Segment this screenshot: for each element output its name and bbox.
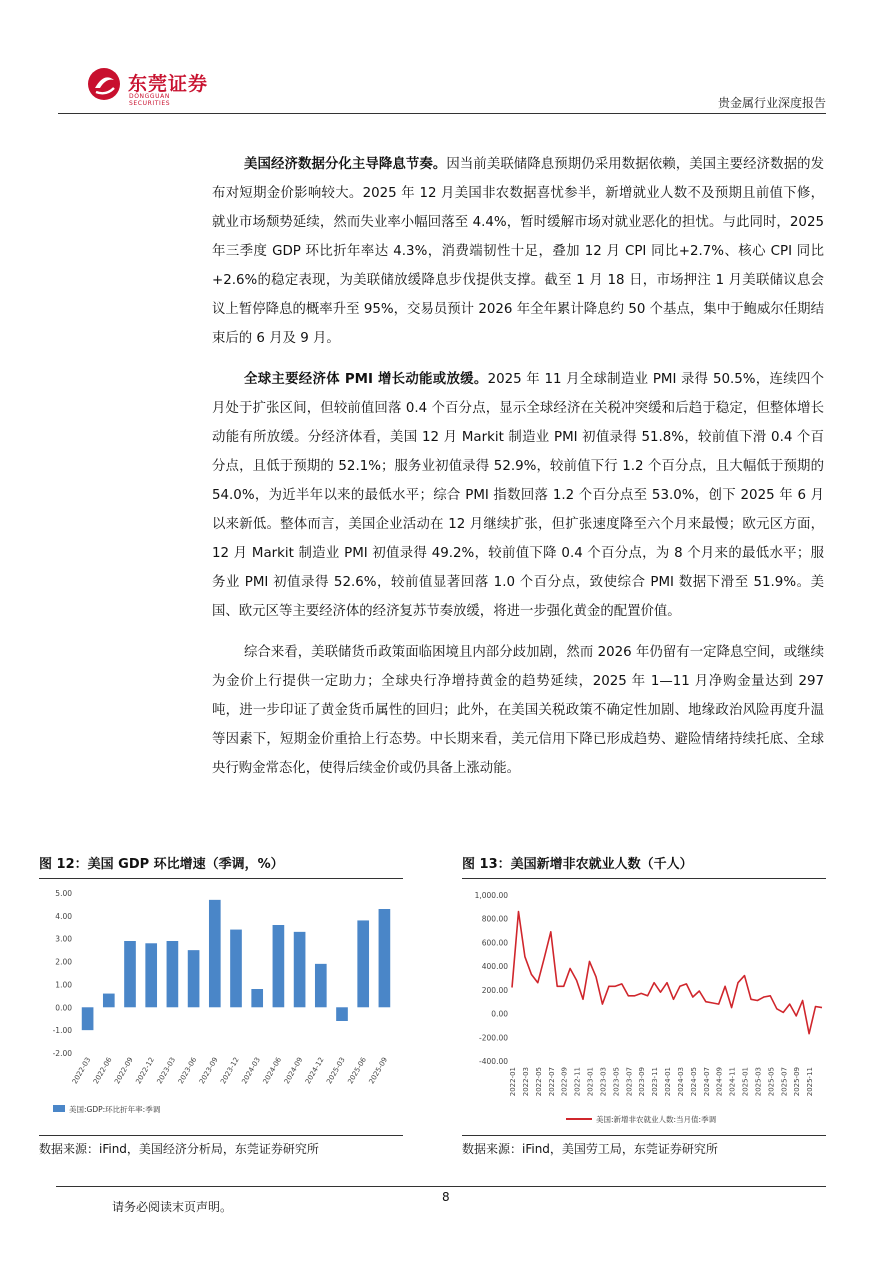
figure-13-source: 数据来源：iFind，美国劳工局，东莞证券研究所 xyxy=(462,1142,718,1156)
logo-emblem-icon xyxy=(86,66,122,102)
y-tick-label: -400.00 xyxy=(479,1057,508,1066)
paragraph-2 xyxy=(212,365,824,626)
figure-13-source-rule xyxy=(462,1135,826,1136)
paragraph-1-lead: 美国经济数据分化主导降息节奏。 xyxy=(244,157,447,172)
bar xyxy=(209,900,221,1007)
x-tick-label: 2022-12 xyxy=(134,1056,156,1086)
x-tick-label: 2025-11 xyxy=(806,1067,815,1097)
figure-12 xyxy=(39,854,403,1157)
x-tick-label: 2022-09 xyxy=(113,1056,135,1086)
y-tick-label: 1,000.00 xyxy=(474,891,508,900)
x-tick-label: 2025-03 xyxy=(325,1056,347,1086)
y-tick-label: -2.00 xyxy=(52,1049,72,1058)
figure-12-title: 图 12：美国 GDP 环比增速（季调，%） xyxy=(39,857,284,872)
x-tick-label: 2025-05 xyxy=(767,1067,776,1097)
y-tick-label: 0.00 xyxy=(491,1009,508,1019)
body-text xyxy=(212,150,824,795)
x-tick-label: 2024-09 xyxy=(282,1056,305,1086)
y-tick-label: 4.00 xyxy=(55,911,72,921)
y-tick-label: 1.00 xyxy=(55,980,72,990)
x-tick-label: 2024-11 xyxy=(728,1067,737,1097)
y-tick-label: 0.00 xyxy=(55,1003,72,1013)
x-tick-label: 2022-01 xyxy=(509,1067,517,1097)
x-tick-label: 2022-11 xyxy=(573,1067,582,1097)
bar xyxy=(124,941,136,1007)
payrolls-line-chart xyxy=(462,883,826,1135)
x-tick-label: 2025-01 xyxy=(741,1067,750,1097)
y-tick-label: 200.00 xyxy=(481,985,508,995)
company-logo xyxy=(86,66,208,106)
y-tick-label: -200.00 xyxy=(479,1033,508,1043)
figure-12-title-rule xyxy=(39,878,403,879)
figure-12-source: 数据来源：iFind，美国经济分析局，东莞证券研究所 xyxy=(39,1142,319,1156)
legend-label: 美国:新增非农就业人数:当月值:季调 xyxy=(596,1115,717,1124)
footer-divider xyxy=(56,1186,826,1187)
x-tick-label: 2025-09 xyxy=(367,1056,390,1086)
x-tick-label: 2024-03 xyxy=(676,1067,685,1097)
y-tick-label: 800.00 xyxy=(481,914,508,924)
x-tick-label: 2023-03 xyxy=(599,1067,608,1097)
y-tick-label: -1.00 xyxy=(52,1026,72,1036)
legend-swatch xyxy=(53,1105,65,1112)
y-tick-label: 600.00 xyxy=(481,938,508,948)
bar xyxy=(167,941,179,1007)
x-tick-label: 2024-12 xyxy=(303,1056,326,1086)
bar xyxy=(82,1007,94,1030)
logo-text-en: DONGGUAN SECURITIES xyxy=(129,93,171,107)
paragraph-1-text: 因当前美联储降息预期仍采用数据依赖，美国主要经济数据的发布对短期金价影响较大。2025 年 12 月美国非农数据喜忧参半，新增就业人数不及预期且前值下修，就业市场颓势延续，然而失业率小幅回落至 4.4%，暂时缓解市场对就业恶化的担忧。与此同时，2025 年三季度 GDP 环比折年率达 4.3%，消费端韧性十足，叠加 12 月 CPI 同比+2.7%、核心 CPI 同比+2.6%的稳定表现，为美联储放缓降息步伐提供支撑。截至 1 月 18 日，市场押注 1 月美联储议息会议上暂停降息的概率升至 95%，交易员预计 2026 年全年累计降息约 50 个基点，集中于鲍威尔任期结束后的 6 月及 9 月。 xyxy=(212,157,824,346)
x-tick-label: 2024-01 xyxy=(664,1067,672,1097)
header-divider xyxy=(58,113,826,114)
bar xyxy=(357,920,369,1007)
figure-12-source-rule xyxy=(39,1135,403,1136)
figure-13-title: 图 13：美国新增非农就业人数（千人） xyxy=(462,857,693,872)
bar xyxy=(103,994,115,1008)
x-tick-label: 2024-03 xyxy=(240,1056,262,1086)
x-tick-label: 2023-12 xyxy=(219,1056,241,1086)
x-tick-label: 2023-05 xyxy=(612,1067,621,1097)
payrolls-series-line xyxy=(512,912,822,1034)
bar xyxy=(251,989,263,1007)
paragraph-1 xyxy=(212,150,824,353)
x-tick-label: 2022-03 xyxy=(70,1056,93,1086)
x-tick-label: 2022-09 xyxy=(560,1067,569,1097)
bar xyxy=(315,964,327,1007)
bar xyxy=(273,925,285,1007)
x-tick-label: 2022-06 xyxy=(91,1056,114,1086)
bar xyxy=(188,950,200,1007)
x-tick-label: 2023-03 xyxy=(155,1056,178,1086)
x-tick-label: 2024-06 xyxy=(261,1056,284,1086)
x-tick-label: 2025-06 xyxy=(346,1056,368,1086)
x-tick-label: 2025-07 xyxy=(780,1067,789,1097)
x-tick-label: 2022-03 xyxy=(521,1067,530,1097)
legend-label: 美国:GDP:环比折年率:季调 xyxy=(69,1105,161,1114)
x-tick-label: 2025-09 xyxy=(793,1067,802,1097)
logo-text-cn: 东莞证券 xyxy=(128,73,209,95)
x-tick-label: 2023-09 xyxy=(197,1056,220,1086)
x-tick-label: 2022-05 xyxy=(534,1067,543,1097)
paragraph-2-lead: 全球主要经济体 PMI 增长动能或放缓。 xyxy=(244,372,488,387)
x-tick-label: 2024-05 xyxy=(689,1067,698,1097)
bar xyxy=(294,932,306,1007)
x-tick-label: 2024-09 xyxy=(715,1067,724,1097)
bar xyxy=(379,909,391,1007)
x-tick-label: 2022-07 xyxy=(547,1067,556,1097)
bar xyxy=(145,943,157,1007)
x-tick-label: 2023-09 xyxy=(638,1067,647,1097)
page-number: 8 xyxy=(442,1190,450,1204)
y-tick-label: 2.00 xyxy=(55,957,72,967)
bar xyxy=(336,1007,348,1021)
report-type: 贵金属行业深度报告 xyxy=(717,96,826,110)
x-tick-label: 2023-07 xyxy=(625,1067,634,1097)
paragraph-3 xyxy=(212,638,824,783)
bar xyxy=(230,930,242,1008)
x-tick-label: 2023-06 xyxy=(176,1056,199,1086)
paragraph-2-text: 2025 年 11 月全球制造业 PMI 录得 50.5%，连续四个月处于扩张区间，但较前值回落 0.4 个百分点，显示全球经济在关税冲突缓和后趋于稳定，但整体增长动能有所放缓。分经济体看，美国 12 月 Markit 制造业 PMI 初值录得 51.8%，较前值下滑 0.4 个百分点，且低于预期的 52.1%；服务业初值录得 52.9%，较前值下行 1.2 个百分点，且大幅低于预期的 54.0%，为近半年以来的最低水平；综合 PMI 指数回落 1.2 个百分点至 53.0%，创下 2025 年 6 月以来新低。整体而言，美国企业活动在 12 月继续扩张，但扩张速度降至六个月来最慢；欧元区方面，12 月 Markit 制造业 PMI 初值录得 49.2%，较前值下降 0.4 个百分点，为 8 个月来的最低水平；服务业 PMI 初值录得 52.6%，较前值显著回落 1.0 个百分点，致使综合 PMI 数据下滑至 51.9%。美国、欧元区等主要经济体的经济复苏节奏放缓，将进一步强化黄金的配置价值。 xyxy=(212,372,824,619)
gdp-bar-chart xyxy=(39,883,403,1135)
y-tick-label: 3.00 xyxy=(55,934,72,944)
y-tick-label: 400.00 xyxy=(481,962,508,972)
x-tick-label: 2023-11 xyxy=(651,1067,660,1097)
footer-disclaimer: 请务必阅读末页声明。 xyxy=(112,1200,233,1214)
paragraph-3-text: 综合来看，美联储货币政策面临困境且内部分歧加剧，然而 2026 年仍留有一定降息空间，或继续为金价上行提供一定助力；全球央行净增持黄金的趋势延续，2025 年 1—11 月净购金量达到 297 吨，进一步印证了黄金货币属性的回归；此外，在美国关税政策不确定性加剧、地缘政治风险再度升温等因素下，短期金价重拾上行态势。中长期来看，美元信用下降已形成趋势、避险情绪持续托底、全球央行购金常态化，使得后续金价或仍具备上涨动能。 xyxy=(212,645,824,776)
figure-13-title-rule xyxy=(462,878,826,879)
y-tick-label: 5.00 xyxy=(55,889,72,898)
figure-13 xyxy=(462,854,826,1157)
x-tick-label: 2025-03 xyxy=(754,1067,763,1097)
x-tick-label: 2023-01 xyxy=(586,1067,595,1097)
x-tick-label: 2024-07 xyxy=(702,1067,711,1097)
